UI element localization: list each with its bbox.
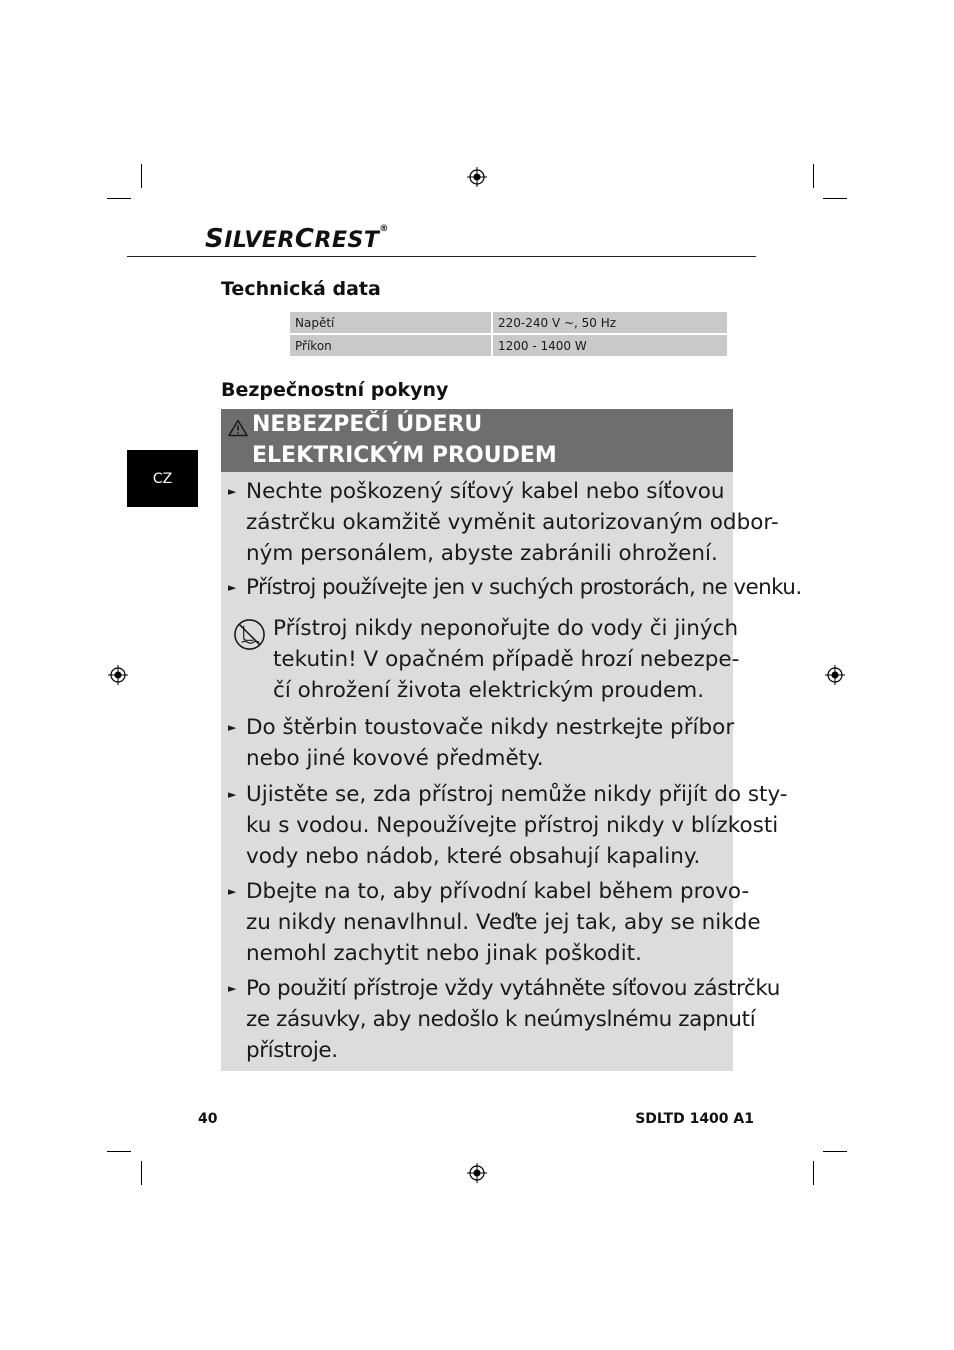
table-cell-value: 220-240 V ~, 50 Hz: [493, 312, 727, 333]
crop-mark: [823, 198, 847, 199]
bullet-arrow-icon: ►: [228, 885, 237, 898]
crop-mark: [813, 164, 814, 188]
table-row: [290, 312, 727, 333]
crop-mark: [141, 164, 142, 188]
safety-heading: Bezpečnostní pokyny: [221, 379, 449, 401]
list-item: ► Přístroj používejte jen v suchých prostorách, ne venku.: [246, 572, 730, 603]
list-item: ► Do štěrbin toustovače nikdy nestrkejte příbor nebo jiné kovové předměty.: [246, 712, 730, 774]
table-cell-label: Napětí: [290, 312, 491, 333]
bullet-arrow-icon: ►: [228, 982, 237, 995]
model-number: SDLTD 1400 A1: [635, 1111, 754, 1127]
table-row: [290, 335, 727, 356]
crop-mark: [823, 1151, 847, 1152]
water-warning-text: Přístroj nikdy neponořujte do vody či jiných tekutin! V opačném případě hrozí nebezpe- čí ohrožení života elektrickým proudem.: [273, 616, 740, 703]
warning-title-line: NEBEZPEČÍ ÚDERU: [252, 412, 483, 437]
crop-mark: [141, 1161, 142, 1185]
header-rule: [127, 256, 756, 257]
crop-mark: [813, 1161, 814, 1185]
list-item: ► Ujistěte se, zda přístroj nemůže nikdy přijít do sty- ku s vodou. Nepoužívejte přístroj nikdy v blízkosti vody nebo nádob, které obsahují kapaliny.: [246, 779, 730, 872]
tech-data-heading: Technická data: [221, 278, 381, 300]
warning-header: [221, 409, 733, 472]
bullet-arrow-icon: ►: [228, 721, 237, 734]
warning-title-line: ELEKTRICKÝM PROUDEM: [252, 443, 557, 468]
registration-mark-icon: [825, 665, 845, 685]
bullet-arrow-icon: ►: [228, 788, 237, 801]
list-item: ► Nechte poškozený síťový kabel nebo síťovou zástrčku okamžitě vyměnit autorizovaným odbor- ným personálem, abyste zabránili ohrožení.: [246, 476, 730, 569]
registration-mark-icon: [108, 665, 128, 685]
table-cell-label: Příkon: [290, 335, 491, 356]
warning-triangle-icon: [228, 419, 248, 437]
list-item: ► Po použití přístroje vždy vytáhněte síťovou zástrčku ze zásuvky, aby nedošlo k neúmyslnému zapnutí přístroje.: [246, 973, 730, 1066]
tech-data-table: [288, 310, 729, 358]
list-item: ► Dbejte na to, aby přívodní kabel během provo- zu nikdy nenavlhnul. Veďte jej tak, aby se nikde nemohl zachytit nebo jinak poškodit.: [246, 876, 730, 969]
crop-mark: [107, 198, 131, 199]
no-immersion-icon: [233, 618, 266, 651]
registration-mark-icon: [467, 167, 487, 187]
language-tab: CZ: [127, 450, 198, 507]
table-cell-value: 1200 - 1400 W: [493, 335, 727, 356]
bullet-arrow-icon: ►: [228, 581, 236, 594]
registration-mark-icon: [467, 1163, 487, 1183]
bullet-arrow-icon: ►: [228, 485, 237, 498]
crop-mark: [107, 1151, 131, 1152]
brand-logo: SILVERCREST®: [205, 224, 389, 254]
page-number: 40: [198, 1111, 218, 1127]
